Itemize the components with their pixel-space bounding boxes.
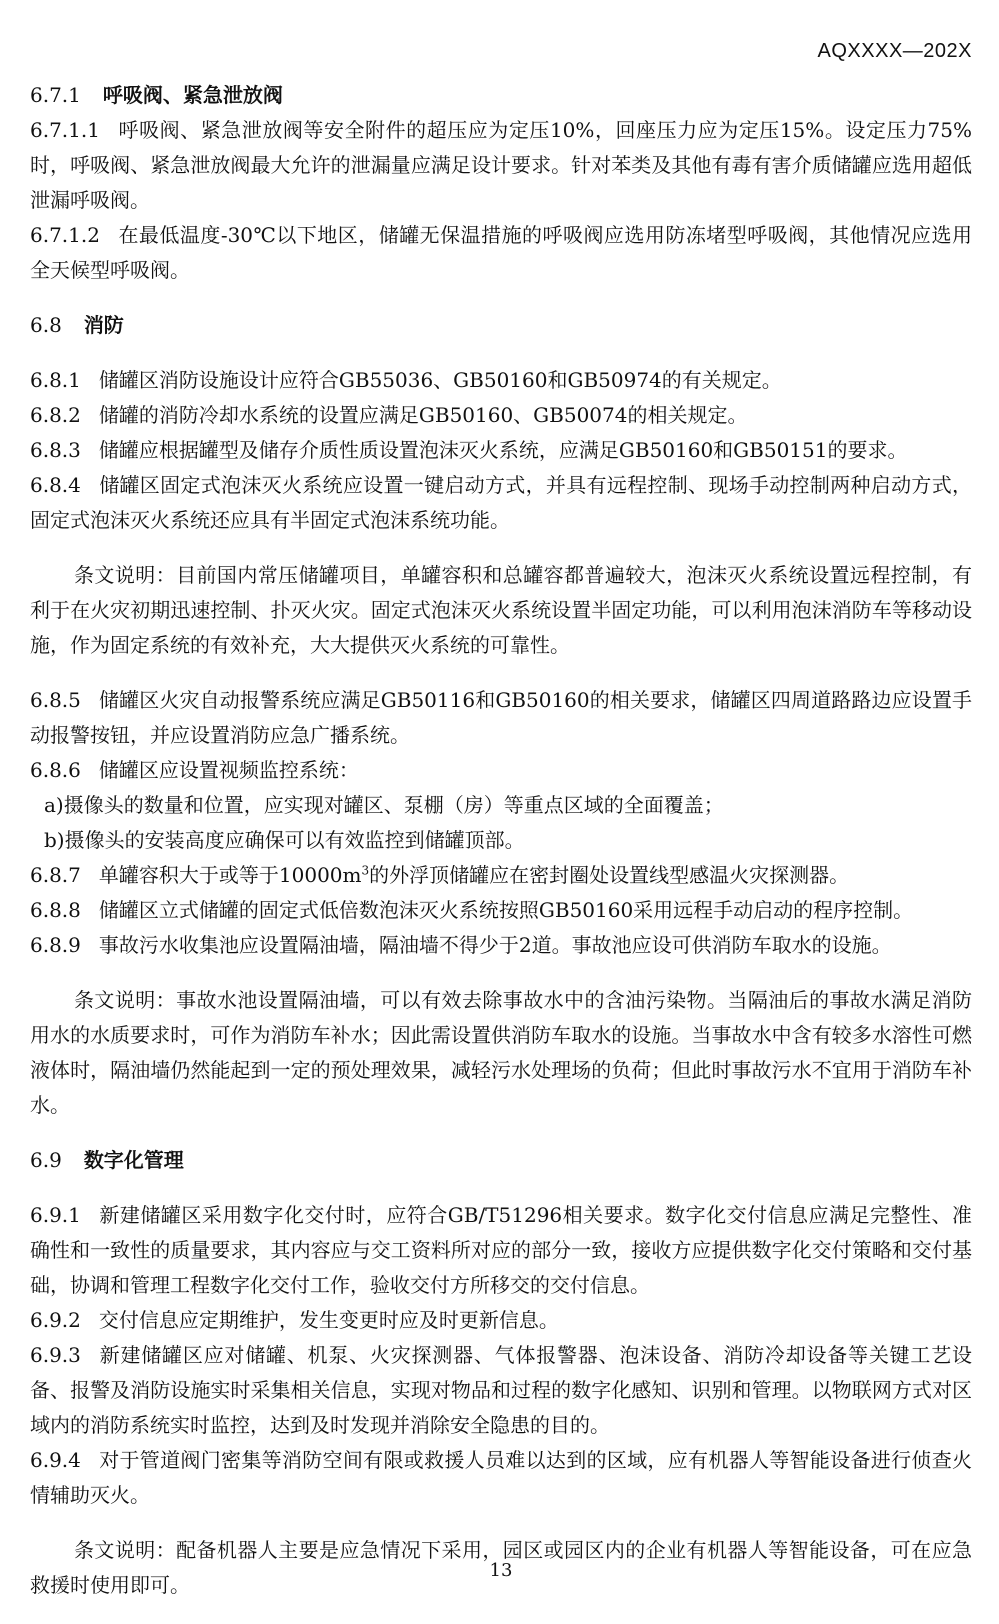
clause-6-8-7: 6.8.7 单罐容积大于或等于$10000m^3$的外浮顶储罐应在密封圈处设置线型感温火灾探测器。: [30, 863, 850, 887]
explanatory-note-2: 条文说明：事故水池设置隔油墙，可以有效去除事故水中的含油污染物。当隔油后的事故水满足消防用水的水质要求时，可作为消防车补水；因此需设置供消防车取水的设施。当事故水中含有较多水溶性可燃液体时，隔油墙仍然能起到一定的预处理效果，减轻污水处理场的负荷；但此时事故污水不宜用于消防车补水。: [30, 988, 972, 1117]
clause-6-8-3: 6.8.3 储罐应根据罐型及储存介质性质设置泡沫灭火系统，应满足GB50160和GB50151的要求。: [30, 438, 908, 462]
clause-6-9-3: 6.9.3 新建储罐区应对储罐、机泵、火灾探测器、气体报警器、泡沫设备、消防冷却设备等关键工艺设备、报警及消防设施实时采集相关信息，实现对物品和过程的数字化感知、识别和管理。以物联网方式对区域内的消防系统实时监控，达到及时发现并消除安全隐患的目的。: [30, 1343, 972, 1437]
explanatory-note-3: 条文说明：配备机器人主要是应急情况下采用，园区或园区内的企业有机器人等智能设备，可在应急救援时使用即可。: [30, 1538, 972, 1597]
document-code: AQXXXX—202X: [817, 40, 972, 62]
clause-6-9-2: 6.9.2 交付信息应定期维护，发生变更时应及时更新信息。: [30, 1308, 559, 1332]
clause-6-8-6: 6.8.6 储罐区应设置视频监控系统：: [30, 758, 359, 782]
explanatory-note-1: 条文说明：目前国内常压储罐项目，单罐容积和总罐容都普遍较大，泡沫灭火系统设置远程控制，有利于在火灾初期迅速控制、扑灭火灾。固定式泡沫灭火系统设置半固定功能，可以利用泡沫消防车等移动设施，作为固定系统的有效补充，大大提供灭火系统的可靠性。: [30, 563, 972, 657]
section-heading-6-9: 6.9 数字化管理: [30, 1148, 184, 1172]
clause-6-8-8: 6.8.8 储罐区立式储罐的固定式低倍数泡沫灭火系统按照GB50160采用远程手动启动的程序控制。: [30, 898, 914, 922]
clause-6-8-5: 6.8.5 储罐区火灾自动报警系统应满足GB50116和GB50160的相关要求，储罐区四周道路路边应设置手动报警按钮，并应设置消防应急广播系统。: [30, 688, 972, 747]
clause-6-8-6-item-a: a)摄像头的数量和位置，应实现对罐区、泵棚（房）等重点区域的全面覆盖；: [44, 793, 724, 817]
clause-6-8-2: 6.8.2 储罐的消防冷却水系统的设置应满足GB50160、GB50074的相关规定。: [30, 403, 748, 427]
clause-6-9-4: 6.9.4 对于管道阀门密集等消防空间有限或救援人员难以达到的区域，应有机器人等智能设备进行侦查火情辅助灭火。: [30, 1448, 972, 1507]
document-body: [30, 78, 972, 1603]
clause-6-8-4: 6.8.4 储罐区固定式泡沫灭火系统应设置一键启动方式，并具有远程控制、现场手动控制两种启动方式，固定式泡沫灭火系统还应具有半固定式泡沫系统功能。: [30, 473, 972, 532]
clause-6-7-1-2: 6.7.1.2 在最低温度-30℃以下地区，储罐无保温措施的呼吸阀应选用防冻堵型呼吸阀，其他情况应选用全天候型呼吸阀。: [30, 223, 972, 282]
clause-6-9-1: 6.9.1 新建储罐区采用数字化交付时，应符合GB/T51296相关要求。数字化交付信息应满足完整性、准确性和一致性的质量要求，其内容应与交工资料所对应的部分一致，接收方应提供数字化交付策略和交付基础，协调和管理工程数字化交付工作，验收交付方所移交的交付信息。: [30, 1203, 972, 1297]
section-heading-6-8: 6.8 消防: [30, 313, 124, 337]
document-page: [30, 0, 972, 1624]
clause-6-7-1-1: 6.7.1.1 呼吸阀、紧急泄放阀等安全附件的超压应为定压10%，回座压力应为定压15%。设定压力75%时，呼吸阀、紧急泄放阀最大允许的泄漏量应满足设计要求。针对苯类及其他有毒有害介质储罐应选用超低泄漏呼吸阀。: [30, 118, 972, 212]
clause-6-8-9: 6.8.9 事故污水收集池应设置隔油墙，隔油墙不得少于2道。事故池应设可供消防车取水的设施。: [30, 933, 892, 957]
section-heading-6-7-1: 6.7.1 呼吸阀、紧急泄放阀: [30, 83, 283, 107]
page-number: 13: [489, 1560, 513, 1581]
clause-6-8-1: 6.8.1 储罐区消防设施设计应符合GB55036、GB50160和GB50974的有关规定。: [30, 368, 782, 392]
clause-6-8-6-item-b: b)摄像头的安装高度应确保可以有效监控到储罐顶部。: [44, 828, 525, 852]
